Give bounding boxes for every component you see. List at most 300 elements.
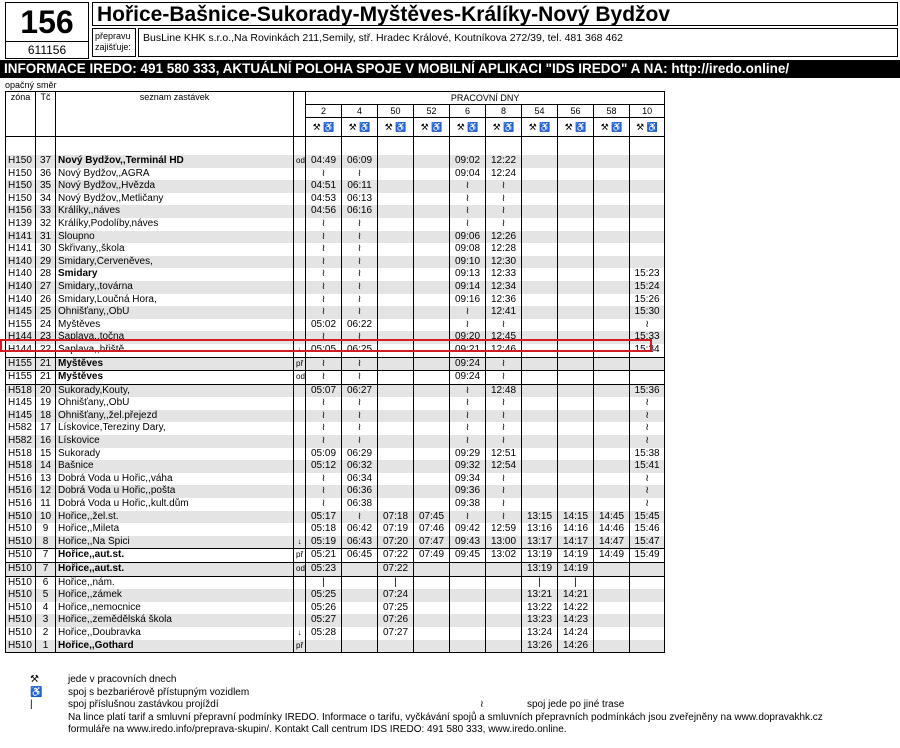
stop-flag: od xyxy=(294,563,306,577)
stop-name: Nový Bydžov,,Hvězda xyxy=(56,180,294,193)
departure-time xyxy=(558,422,594,435)
departure-time: ≀ xyxy=(450,205,486,218)
timetable-row xyxy=(6,193,665,206)
departure-time xyxy=(594,231,630,244)
departure-time xyxy=(594,268,630,281)
departure-time xyxy=(450,614,486,627)
departure-time: ≀ xyxy=(630,319,665,332)
stop-km: 12 xyxy=(36,485,56,498)
stop-flag: ↓ xyxy=(294,536,306,549)
stop-km: 33 xyxy=(36,205,56,218)
stop-name: Šaplava,,hřiště xyxy=(56,344,294,357)
departure-time: 06:27 xyxy=(342,384,378,397)
stop-km: 29 xyxy=(36,256,56,269)
departure-time: ≀ xyxy=(342,306,378,319)
stop-name: Šaplava,,točna xyxy=(56,331,294,344)
departure-time xyxy=(522,422,558,435)
departure-time: ≀ xyxy=(342,231,378,244)
departure-time: 05:07 xyxy=(306,384,342,397)
departure-time xyxy=(522,331,558,344)
departure-time: 05:09 xyxy=(306,448,342,461)
departure-time: ≀ xyxy=(342,397,378,410)
stop-zone: H582 xyxy=(6,435,36,448)
departure-time xyxy=(594,218,630,231)
stop-name: Dobrá Voda u Hořic,,kult.dům xyxy=(56,498,294,511)
departure-time xyxy=(378,306,414,319)
timetable-row xyxy=(6,435,665,448)
timetable-row xyxy=(6,256,665,269)
departure-time: ≀ xyxy=(342,422,378,435)
departure-time xyxy=(342,576,378,589)
departure-time xyxy=(414,319,450,332)
departure-time xyxy=(630,627,665,640)
timetable-row xyxy=(6,498,665,511)
departure-time xyxy=(414,410,450,423)
departure-time: 07:24 xyxy=(378,589,414,602)
departure-time xyxy=(414,256,450,269)
departure-time: 15:41 xyxy=(630,460,665,473)
departure-time xyxy=(414,397,450,410)
departure-time: 05:21 xyxy=(306,549,342,563)
trip-icons: ⚒ ♿ xyxy=(486,118,522,137)
timetable-row xyxy=(6,231,665,244)
departure-time xyxy=(522,319,558,332)
stop-flag xyxy=(294,306,306,319)
stop-flag xyxy=(294,473,306,486)
stop-flag xyxy=(294,294,306,307)
departure-time: ≀ xyxy=(342,281,378,294)
departure-time: ≀ xyxy=(486,193,522,206)
departure-time xyxy=(378,180,414,193)
departure-time: 09:04 xyxy=(450,168,486,181)
departure-time xyxy=(378,460,414,473)
timetable-row xyxy=(6,536,665,549)
stop-km: 1 xyxy=(36,640,56,653)
km-header: Tč xyxy=(36,92,56,137)
departure-time: ≀ xyxy=(450,435,486,448)
departure-time xyxy=(378,473,414,486)
stop-flag xyxy=(294,448,306,461)
departure-time: ≀ xyxy=(306,168,342,181)
stop-km: 7 xyxy=(36,563,56,577)
departure-time: ≀ xyxy=(486,205,522,218)
stop-flag xyxy=(294,243,306,256)
stop-km: 2 xyxy=(36,627,56,640)
departure-time: 07:19 xyxy=(378,523,414,536)
stop-name: Hořice,,Mileta xyxy=(56,523,294,536)
departure-time: 13:00 xyxy=(486,536,522,549)
departure-time: 12:24 xyxy=(486,168,522,181)
departure-time: 12:33 xyxy=(486,268,522,281)
stop-km: 14 xyxy=(36,460,56,473)
departure-time xyxy=(414,281,450,294)
stop-flag xyxy=(294,193,306,206)
departure-time: ≀ xyxy=(306,371,342,385)
trip-icons: ⚒ ♿ xyxy=(630,118,665,137)
departure-time: 05:19 xyxy=(306,536,342,549)
departure-time xyxy=(594,422,630,435)
stop-name: Lískovice,Tereziny Dary, xyxy=(56,422,294,435)
departure-time xyxy=(594,357,630,371)
departure-time xyxy=(522,193,558,206)
departure-time: 09:45 xyxy=(450,549,486,563)
departure-time: 12:30 xyxy=(486,256,522,269)
departure-time: ≀ xyxy=(486,410,522,423)
departure-time: 12:51 xyxy=(486,448,522,461)
departure-time: 13:19 xyxy=(522,563,558,577)
departure-time xyxy=(594,614,630,627)
timetable-row xyxy=(6,397,665,410)
departure-time: ≀ xyxy=(486,485,522,498)
stop-flag xyxy=(294,231,306,244)
timetable-row xyxy=(6,294,665,307)
stop-zone: H510 xyxy=(6,563,36,577)
trip-number: 2 xyxy=(306,105,342,118)
timetable-row xyxy=(6,614,665,627)
stop-name: Králíky,Podolíby,náves xyxy=(56,218,294,231)
stop-name: Ohnišťany,,ObÚ xyxy=(56,397,294,410)
departure-time xyxy=(558,155,594,168)
legend-note-1: Na lince platí tarif a smluvní přepravní podmínky IREDO. Informace o tarifu, vyčkávání spojů a smluvních přepravních podmínkách jsou zveřejněny na www.dopravakhk.cz xyxy=(68,711,823,723)
trip-icons: ⚒ ♿ xyxy=(306,118,342,137)
stop-name: Nový Bydžov,,Metličany xyxy=(56,193,294,206)
legend-workdays: jede v pracovních dnech xyxy=(68,674,177,685)
departure-time xyxy=(414,168,450,181)
stop-name: Dobrá Voda u Hořic,,váha xyxy=(56,473,294,486)
departure-time: ≀ xyxy=(306,256,342,269)
timetable-row xyxy=(6,155,665,168)
departure-time xyxy=(630,155,665,168)
departure-time xyxy=(378,344,414,357)
departure-time xyxy=(378,268,414,281)
departure-time: 14:16 xyxy=(558,523,594,536)
departure-time xyxy=(594,448,630,461)
departure-time: 09:16 xyxy=(450,294,486,307)
departure-time: ≀ xyxy=(306,485,342,498)
stop-zone: H140 xyxy=(6,268,36,281)
departure-time: 06:32 xyxy=(342,460,378,473)
departure-time: 04:56 xyxy=(306,205,342,218)
departure-time xyxy=(414,193,450,206)
stop-zone: H510 xyxy=(6,614,36,627)
departure-time: 15:49 xyxy=(630,549,665,563)
departure-time xyxy=(378,205,414,218)
departure-time xyxy=(558,218,594,231)
departure-time xyxy=(558,498,594,511)
departure-time: 09:38 xyxy=(450,498,486,511)
stop-flag: př xyxy=(294,549,306,563)
departure-time: ≀ xyxy=(450,306,486,319)
stop-km: 37 xyxy=(36,155,56,168)
stop-flag xyxy=(294,498,306,511)
departure-time: 12:46 xyxy=(486,344,522,357)
stop-km: 13 xyxy=(36,473,56,486)
departure-time xyxy=(522,306,558,319)
stop-zone: H150 xyxy=(6,168,36,181)
departure-time: 12:59 xyxy=(486,523,522,536)
stop-km: 26 xyxy=(36,294,56,307)
departure-time: ≀ xyxy=(306,268,342,281)
trip-icons: ⚒ ♿ xyxy=(378,118,414,137)
stop-flag: př xyxy=(294,357,306,371)
spacer-row xyxy=(6,137,665,156)
departure-time xyxy=(486,563,522,577)
stop-flag: ↓ xyxy=(294,344,306,357)
departure-time: 09:21 xyxy=(450,344,486,357)
timetable-row xyxy=(6,319,665,332)
departure-time xyxy=(630,205,665,218)
stop-km: 8 xyxy=(36,536,56,549)
departure-time: ≀ xyxy=(486,357,522,371)
stop-zone: H144 xyxy=(6,331,36,344)
departure-time: ≀ xyxy=(486,218,522,231)
departure-time: 09:10 xyxy=(450,256,486,269)
stop-zone: H516 xyxy=(6,473,36,486)
departure-time xyxy=(594,371,630,385)
trip-number: 54 xyxy=(522,105,558,118)
departure-time: 07:46 xyxy=(414,523,450,536)
stop-name: Myštěves xyxy=(56,319,294,332)
departure-time xyxy=(522,168,558,181)
departure-time xyxy=(594,498,630,511)
stop-zone: H140 xyxy=(6,256,36,269)
departure-time: ≀ xyxy=(630,422,665,435)
departure-time: ≀ xyxy=(306,331,342,344)
departure-time: 04:49 xyxy=(306,155,342,168)
departure-time: ≀ xyxy=(486,319,522,332)
stop-km: 22 xyxy=(36,344,56,357)
departure-time: 05:26 xyxy=(306,602,342,615)
stop-flag: od xyxy=(294,155,306,168)
stop-flag: od xyxy=(294,371,306,385)
departure-time: ≀ xyxy=(486,397,522,410)
departure-time xyxy=(594,460,630,473)
timetable-row xyxy=(6,205,665,218)
stop-flag xyxy=(294,422,306,435)
departure-time xyxy=(594,256,630,269)
stop-zone: H510 xyxy=(6,536,36,549)
departure-time: ≀ xyxy=(342,435,378,448)
stop-km: 7 xyxy=(36,549,56,563)
stop-zone: H145 xyxy=(6,410,36,423)
departure-time xyxy=(558,473,594,486)
stop-km: 21 xyxy=(36,371,56,385)
departure-time xyxy=(630,180,665,193)
departure-time: 09:24 xyxy=(450,371,486,385)
departure-time: 12:54 xyxy=(486,460,522,473)
departure-time xyxy=(414,180,450,193)
departure-time: ≀ xyxy=(306,231,342,244)
departure-time xyxy=(522,268,558,281)
departure-time: ≀ xyxy=(486,422,522,435)
departure-time: ≀ xyxy=(306,498,342,511)
departure-time xyxy=(522,256,558,269)
departure-time xyxy=(414,589,450,602)
departure-time: ≀ xyxy=(342,268,378,281)
departure-time xyxy=(378,485,414,498)
trip-icons: ⚒ ♿ xyxy=(594,118,630,137)
stop-zone: H518 xyxy=(6,384,36,397)
departure-time: 09:14 xyxy=(450,281,486,294)
departure-time xyxy=(486,576,522,589)
departure-time: 06:29 xyxy=(342,448,378,461)
departure-time xyxy=(522,397,558,410)
departure-time xyxy=(594,168,630,181)
stop-km: 25 xyxy=(36,306,56,319)
stop-zone: H150 xyxy=(6,180,36,193)
departure-time: ≀ xyxy=(342,256,378,269)
departure-time: 14:17 xyxy=(558,536,594,549)
departure-time: 15:33 xyxy=(630,331,665,344)
departure-time xyxy=(594,640,630,653)
departure-time xyxy=(594,563,630,577)
departure-time: 15:30 xyxy=(630,306,665,319)
stop-name: Hořice,,zámek xyxy=(56,589,294,602)
departure-time xyxy=(594,576,630,589)
departure-time xyxy=(378,243,414,256)
departure-time: 12:28 xyxy=(486,243,522,256)
stop-flag xyxy=(294,410,306,423)
departure-time xyxy=(522,498,558,511)
departure-time xyxy=(558,243,594,256)
stop-km: 4 xyxy=(36,602,56,615)
trip-icons: ⚒ ♿ xyxy=(450,118,486,137)
departure-time: 12:22 xyxy=(486,155,522,168)
departure-time xyxy=(342,614,378,627)
stop-zone: H155 xyxy=(6,371,36,385)
stop-name: Bašnice xyxy=(56,460,294,473)
timetable-row xyxy=(6,331,665,344)
departure-time xyxy=(414,231,450,244)
departure-time: ≀ xyxy=(306,218,342,231)
trip-number: 8 xyxy=(486,105,522,118)
departure-time: ≀ xyxy=(630,410,665,423)
stop-name: Ohnišťany,,ObÚ xyxy=(56,306,294,319)
departure-time xyxy=(414,460,450,473)
departure-time xyxy=(558,281,594,294)
departure-time: | xyxy=(558,576,594,589)
departure-time: 09:20 xyxy=(450,331,486,344)
departure-time: 14:19 xyxy=(558,563,594,577)
departure-time: 14:26 xyxy=(558,640,594,653)
stop-km: 3 xyxy=(36,614,56,627)
departure-time: 06:34 xyxy=(342,473,378,486)
departure-time xyxy=(414,155,450,168)
departure-time xyxy=(414,473,450,486)
departure-time xyxy=(594,473,630,486)
stop-flag xyxy=(294,523,306,536)
departure-time: 07:49 xyxy=(414,549,450,563)
departure-time: 14:49 xyxy=(594,549,630,563)
timetable-row xyxy=(6,549,665,563)
departure-time xyxy=(450,627,486,640)
departure-time: ≀ xyxy=(306,435,342,448)
stop-zone: H140 xyxy=(6,294,36,307)
departure-time: ≀ xyxy=(306,281,342,294)
departure-time xyxy=(594,602,630,615)
legend-barrier: spoj s bezbariérově přístupným vozidlem xyxy=(68,686,250,698)
departure-time xyxy=(594,344,630,357)
departure-time: 15:36 xyxy=(630,384,665,397)
stop-name: Smidary,Loučná Hora, xyxy=(56,294,294,307)
departure-time xyxy=(594,281,630,294)
stop-zone: H510 xyxy=(6,627,36,640)
departure-time xyxy=(630,576,665,589)
departure-time xyxy=(558,168,594,181)
stop-zone: H150 xyxy=(6,155,36,168)
departure-time xyxy=(558,435,594,448)
departure-time: 07:26 xyxy=(378,614,414,627)
departure-time: 07:18 xyxy=(378,511,414,524)
departure-time xyxy=(522,344,558,357)
timetable-row xyxy=(6,523,665,536)
departure-time xyxy=(414,422,450,435)
departure-time: | xyxy=(306,576,342,589)
stop-flag xyxy=(294,460,306,473)
stop-km: 10 xyxy=(36,511,56,524)
stop-zone: H156 xyxy=(6,205,36,218)
departure-time xyxy=(450,563,486,577)
stop-flag: ↓ xyxy=(294,627,306,640)
departure-time xyxy=(594,205,630,218)
timetable-row xyxy=(6,460,665,473)
departure-time: 09:34 xyxy=(450,473,486,486)
departure-time xyxy=(630,602,665,615)
departure-time: 14:45 xyxy=(594,511,630,524)
departure-time xyxy=(486,589,522,602)
departure-time xyxy=(594,589,630,602)
timetable-row xyxy=(6,180,665,193)
departure-time xyxy=(378,193,414,206)
departure-time xyxy=(414,563,450,577)
departure-time xyxy=(414,384,450,397)
departure-time xyxy=(522,243,558,256)
departure-time: ≀ xyxy=(342,410,378,423)
departure-time xyxy=(558,205,594,218)
timetable-row xyxy=(6,281,665,294)
departure-time xyxy=(522,485,558,498)
departure-time: 05:05 xyxy=(306,344,342,357)
stop-name: Sloupno xyxy=(56,231,294,244)
departure-time xyxy=(414,498,450,511)
legend-other-route: spoj jede po jiné trase xyxy=(527,699,625,711)
departure-time xyxy=(378,448,414,461)
departure-time: 13:23 xyxy=(522,614,558,627)
timetable-row xyxy=(6,448,665,461)
departure-time: 13:15 xyxy=(522,511,558,524)
departure-time: 13:17 xyxy=(522,536,558,549)
departure-time xyxy=(558,193,594,206)
departure-time: ≀ xyxy=(450,218,486,231)
departure-time xyxy=(414,331,450,344)
departure-time xyxy=(522,205,558,218)
departure-time xyxy=(594,243,630,256)
departure-time xyxy=(378,256,414,269)
departure-time xyxy=(486,640,522,653)
departure-time: ≀ xyxy=(342,218,378,231)
departure-time: ≀ xyxy=(450,422,486,435)
stop-flag xyxy=(294,168,306,181)
departure-time xyxy=(342,589,378,602)
departure-time: 15:46 xyxy=(630,523,665,536)
departure-time: ≀ xyxy=(486,371,522,385)
days-header: PRACOVNÍ DNY xyxy=(306,92,665,105)
stop-name: Hořice,,aut.st. xyxy=(56,563,294,577)
stop-name: Sukorady xyxy=(56,448,294,461)
stop-km: 15 xyxy=(36,448,56,461)
stop-km: 16 xyxy=(36,435,56,448)
departure-time xyxy=(450,589,486,602)
